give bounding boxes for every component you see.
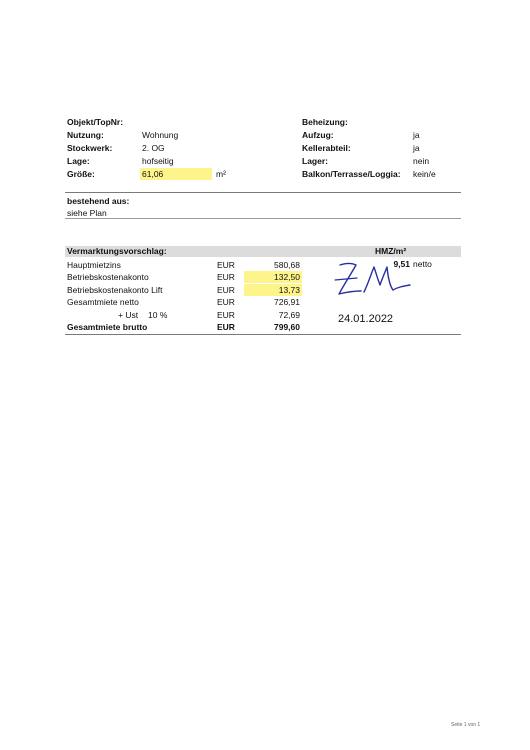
unit-groesse: m² [216, 169, 226, 179]
label-nutzung: Nutzung: [67, 130, 104, 140]
row-currency: EUR [217, 260, 235, 270]
row-label-betriebskosten: Betriebskostenakonto [67, 272, 149, 282]
row-label-betriebskosten-lift: Betriebskostenakonto Lift [67, 285, 163, 295]
row-label-gesamtmiete-netto: Gesamtmiete netto [67, 297, 139, 307]
label-lage: Lage: [67, 156, 90, 166]
divider [65, 218, 461, 219]
row-amount-ust: 72,69 [278, 310, 300, 320]
row-currency: EUR [217, 297, 235, 307]
label-beheizung: Beheizung: [302, 117, 348, 127]
label-kellerabteil: Kellerabteil: [302, 143, 351, 153]
row-currency: EUR [217, 322, 235, 332]
label-groesse: Größe: [67, 169, 95, 179]
value-lage: hofseitig [142, 156, 174, 166]
hmz-value: 9,51 [393, 259, 410, 269]
row-amount-gesamtmiete-netto: 726,91 [274, 297, 300, 307]
label-lager: Lager: [302, 156, 328, 166]
vermarktung-heading: Vermarktungsvorschlag: [67, 246, 167, 256]
page-footer: Seite 1 von 1 [451, 722, 481, 728]
value-stockwerk: 2. OG [142, 143, 165, 153]
row-rate-ust: 10 % [148, 310, 168, 320]
bestehend-text: siehe Plan [67, 208, 107, 218]
divider [65, 334, 461, 335]
value-balkon: kein/e [413, 169, 436, 179]
row-currency: EUR [217, 310, 235, 320]
row-amount-betriebskosten-lift: 13,73 [278, 285, 300, 295]
divider [65, 192, 461, 193]
label-balkon: Balkon/Terrasse/Loggia: [302, 169, 401, 179]
row-currency: EUR [217, 285, 235, 295]
value-kellerabteil: ja [413, 143, 420, 153]
row-label-gesamtmiete-brutto: Gesamtmiete brutto [67, 322, 148, 332]
hmz-label: HMZ/m² [375, 246, 407, 256]
label-stockwerk: Stockwerk: [67, 143, 113, 153]
row-amount-betriebskosten: 132,50 [274, 272, 300, 282]
label-objekt-topnr: Objekt/TopNr: [67, 117, 124, 127]
handwritten-signature [330, 256, 415, 302]
bestehend-heading: bestehend aus: [67, 196, 130, 206]
row-currency: EUR [217, 272, 235, 282]
row-label-ust: + Ust [118, 310, 139, 320]
row-amount-gesamtmiete-brutto: 799,60 [274, 322, 300, 332]
value-groesse: 61,06 [142, 169, 164, 179]
value-aufzug: ja [413, 130, 420, 140]
row-amount-hauptmietzins: 580,68 [274, 260, 300, 270]
value-lager: nein [413, 156, 430, 166]
row-label-hauptmietzins: Hauptmietzins [67, 260, 121, 270]
date: 24.01.2022 [338, 313, 394, 325]
label-aufzug: Aufzug: [302, 130, 334, 140]
hmz-suffix: netto [413, 259, 432, 269]
value-nutzung: Wohnung [142, 130, 179, 140]
